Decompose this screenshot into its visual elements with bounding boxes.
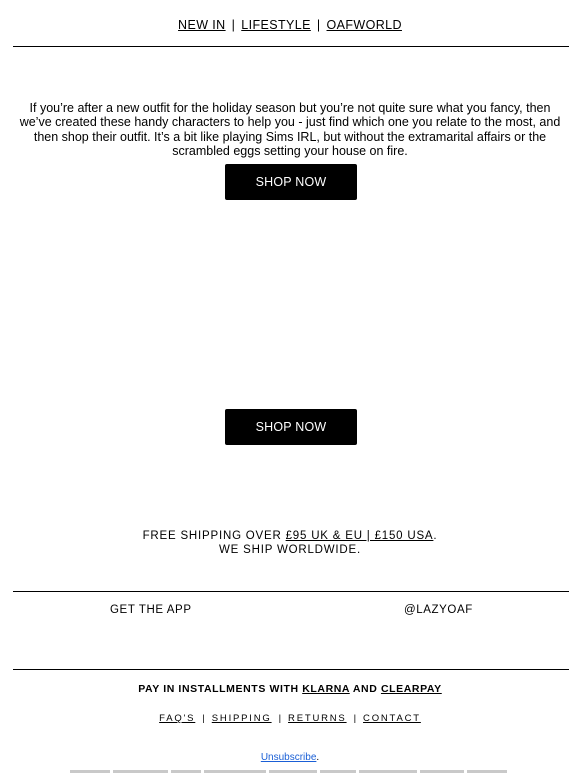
social-handle-link[interactable]: @LAZYOAF bbox=[404, 604, 473, 616]
footer-divider-bottom bbox=[13, 669, 569, 670]
klarna-link[interactable]: KLARNA bbox=[302, 683, 350, 695]
shipping-line-2: WE SHIP WORLDWIDE. bbox=[219, 544, 361, 556]
shipping-threshold-link[interactable]: £95 UK & EU | £150 USA bbox=[285, 530, 434, 542]
nav-link-oafworld[interactable]: OAFWORLD bbox=[326, 18, 402, 32]
shipping-info bbox=[0, 529, 580, 557]
get-the-app-link[interactable]: GET THE APP bbox=[110, 604, 192, 616]
shipping-line-1 bbox=[0, 529, 580, 543]
footer-link-faqs[interactable]: FAQ'S bbox=[159, 713, 196, 724]
footer-link-contact[interactable]: CONTACT bbox=[363, 713, 421, 724]
shipping-prefix: FREE SHIPPING OVER bbox=[142, 530, 286, 542]
header-divider bbox=[13, 46, 569, 47]
pay-in-installments bbox=[0, 683, 580, 695]
shop-now-button-secondary[interactable]: SHOP NOW bbox=[225, 409, 357, 445]
pay-and: AND bbox=[349, 683, 381, 695]
shipping-suffix: . bbox=[433, 530, 438, 542]
footer-navigation bbox=[0, 713, 580, 724]
unsubscribe-link[interactable]: Unsubscribe bbox=[260, 752, 317, 763]
unsubscribe-suffix: . bbox=[316, 752, 320, 763]
footer-link-shipping[interactable]: SHIPPING bbox=[211, 713, 272, 724]
intro-paragraph: If you’re after a new outfit for the holiday season but you’re not quite sure what you fancy, then we’ve created these handy characters to help you - just find which one you relate to the most, and then shop their outfit. It’s a bit like playing Sims IRL, but without the extramarital affairs or the scrambled eggs setting your house on fire. bbox=[19, 100, 561, 158]
clearpay-link[interactable]: CLEARPAY bbox=[380, 683, 442, 695]
unsubscribe-line bbox=[0, 752, 580, 763]
pay-prefix: PAY IN INSTALLMENTS WITH bbox=[138, 683, 303, 695]
nav-link-lifestyle[interactable]: LIFESTYLE bbox=[241, 18, 311, 32]
nav-link-new-in[interactable]: NEW IN bbox=[178, 18, 226, 32]
top-navigation bbox=[0, 18, 580, 32]
footer-divider-top bbox=[13, 591, 569, 592]
footer-link-returns[interactable]: RETURNS bbox=[288, 713, 347, 724]
nav-separator: | bbox=[231, 18, 236, 32]
footer-separator: | bbox=[278, 713, 282, 724]
footer-separator: | bbox=[353, 713, 357, 724]
nav-separator: | bbox=[316, 18, 321, 32]
legal-smallprint bbox=[70, 768, 510, 774]
shop-now-button[interactable]: SHOP NOW bbox=[225, 164, 357, 200]
footer-separator: | bbox=[202, 713, 205, 724]
